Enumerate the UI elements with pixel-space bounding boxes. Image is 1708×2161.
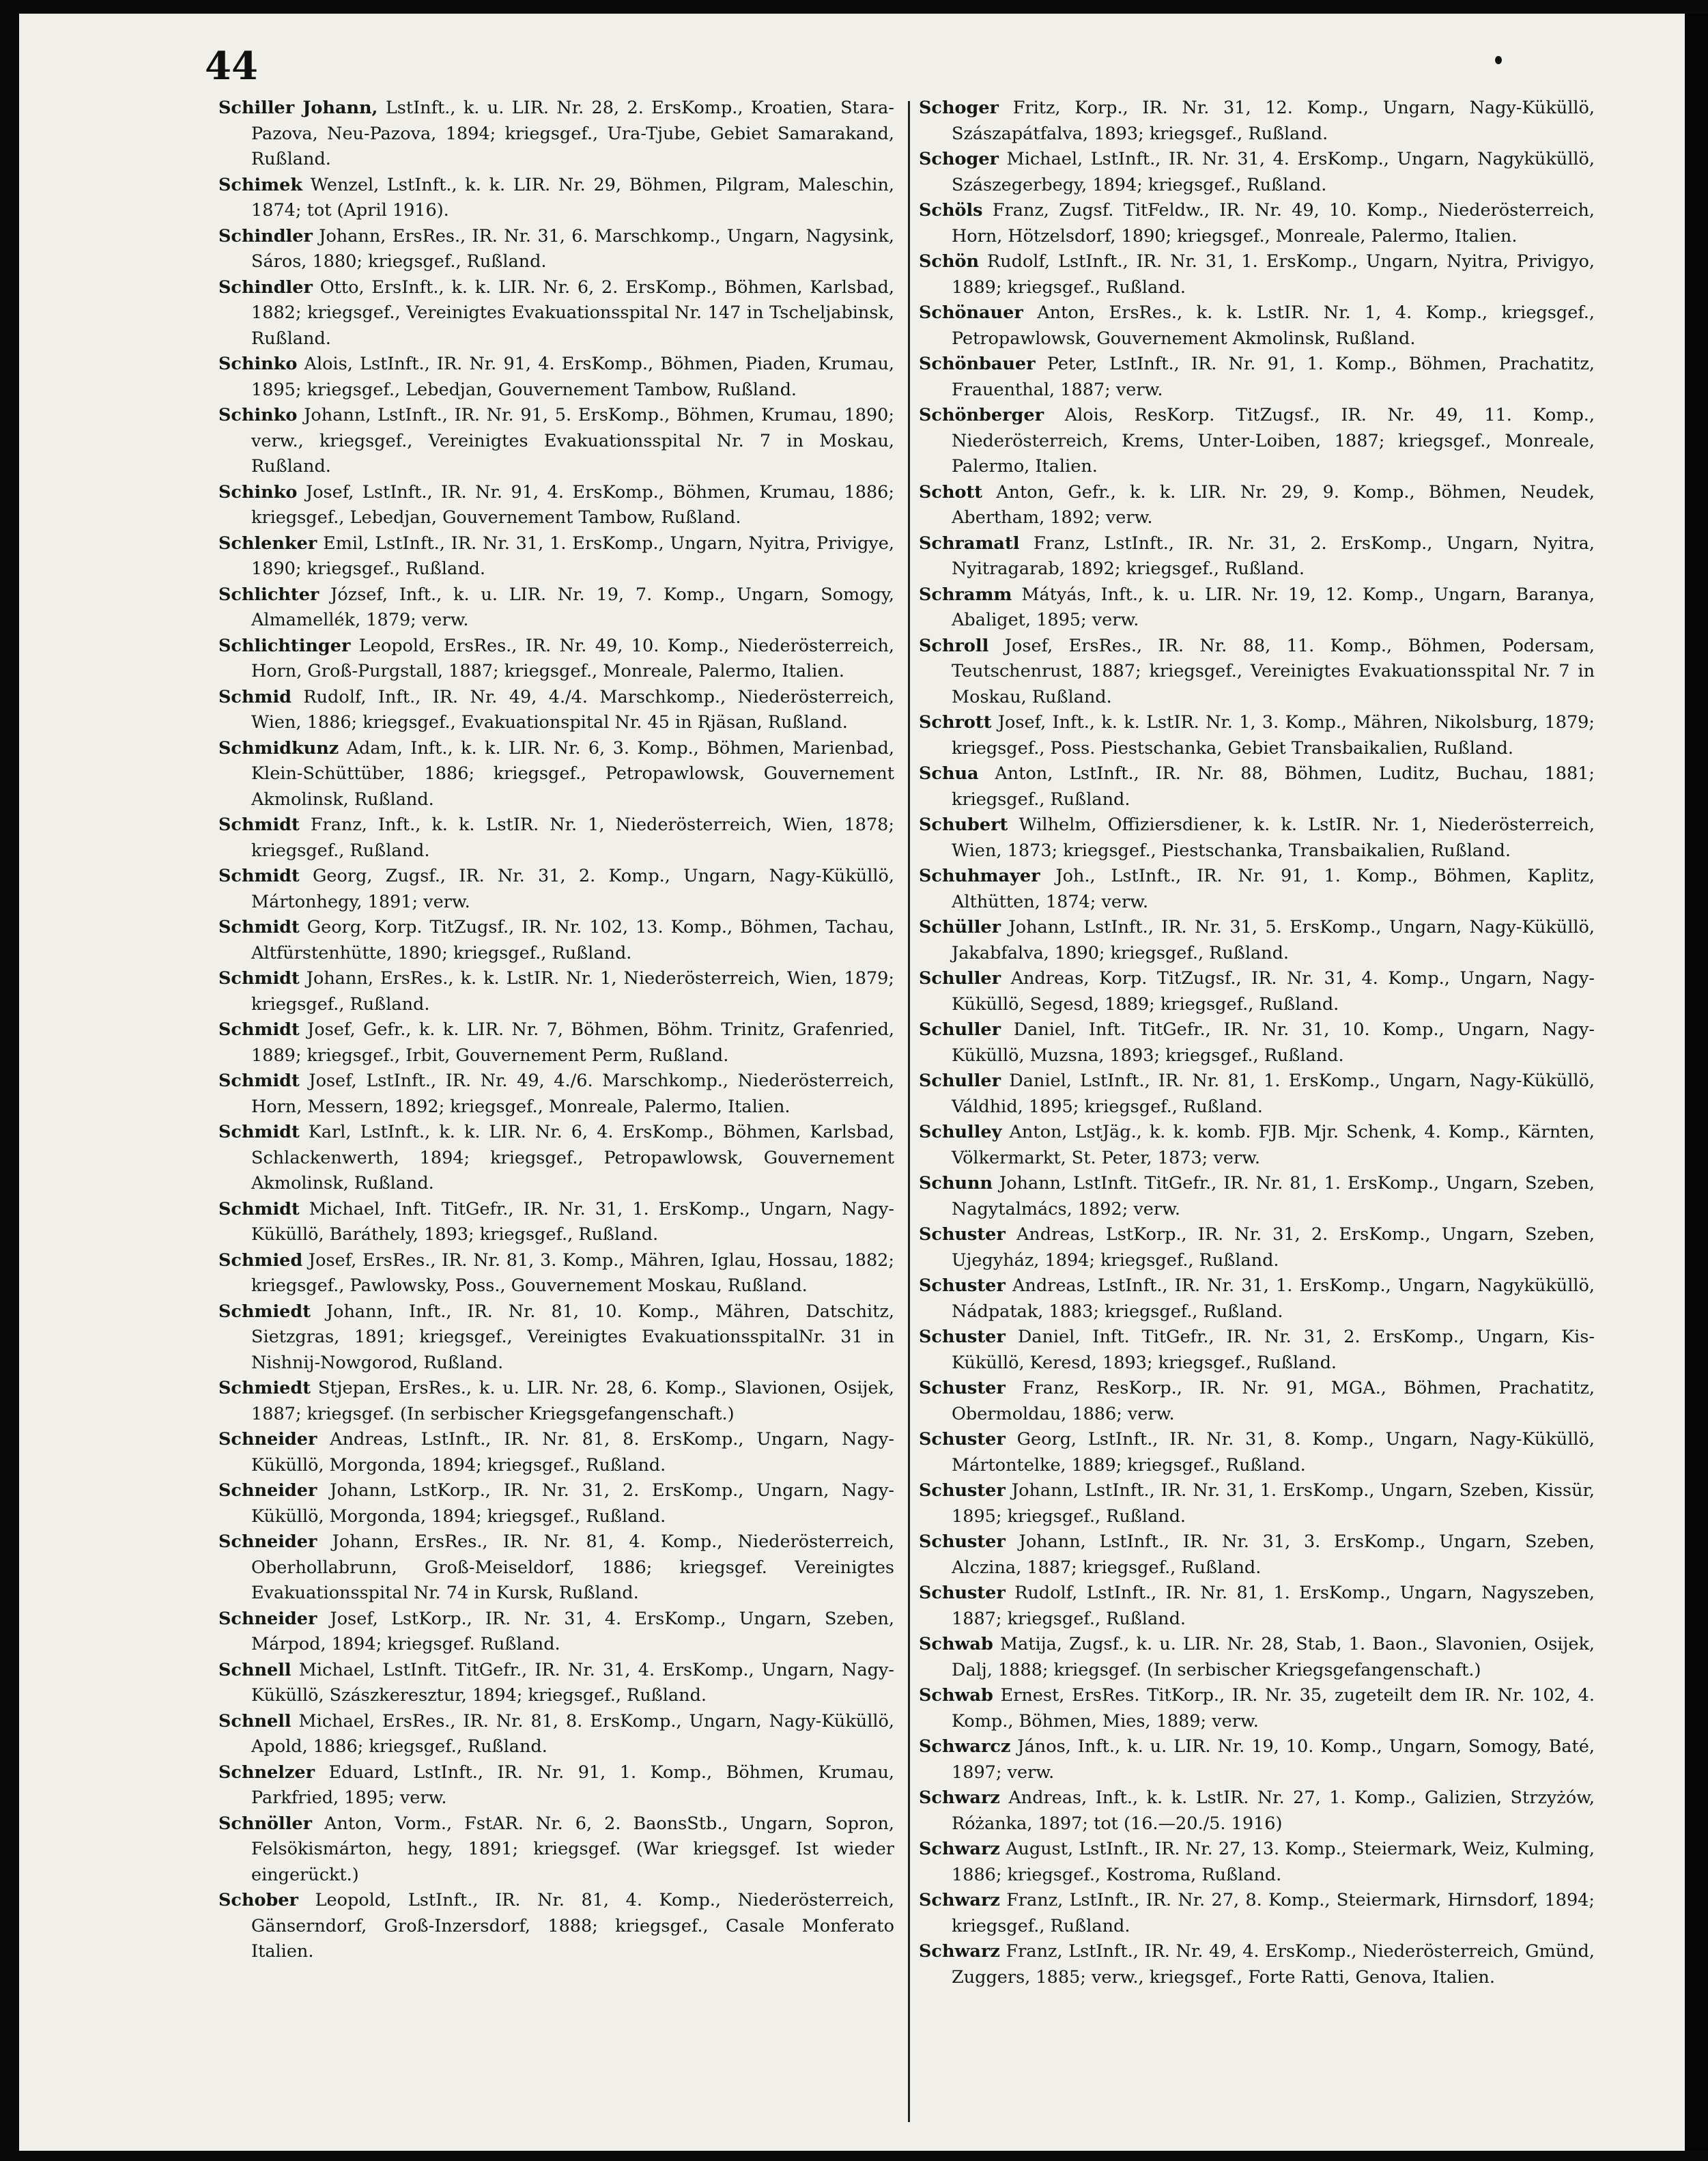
entry-name: Schuster — [919, 1378, 1006, 1398]
list-entry — [919, 1222, 1595, 1273]
list-entry — [919, 1325, 1595, 1376]
list-entry — [218, 1120, 894, 1197]
entry-details: Anton, LstJäg., k. k. komb. FJB. Mjr. Schenk, 4. Komp., Kärnten, Völkermarkt, St. Peter, 1873; verw. — [952, 1122, 1595, 1168]
entry-name: Schindler — [218, 225, 313, 246]
list-entry — [919, 813, 1595, 864]
entry-details: Josef, ErsRes., IR. Nr. 81, 3. Komp., Mähren, Iglau, Hossau, 1882; kriegsgef., Pawlowsky, Poss., Gouvernement Moskau, Rußland. — [251, 1249, 894, 1296]
entry-name: Schönauer — [919, 302, 1023, 323]
entry-details: Anton, Vorm., FstAR. Nr. 6, 2. BaonsStb., Ungarn, Sopron, Felsökismárton, hegy, 1891; kriegsgef. (War kriegsgef. Ist wieder eingerückt.) — [251, 1813, 894, 1885]
entry-details: Karl, LstInft., k. k. LIR. Nr. 6, 4. ErsKomp., Böhmen, Karlsbad, Schlackenwerth, 1894; kriegsgef., Petropawlowsk, Gouvernement Akmolinsk, Rußland. — [251, 1122, 894, 1194]
list-entry — [218, 1069, 894, 1120]
entry-details: Johann, ErsRes., IR. Nr. 31, 6. Marschkomp., Ungarn, Nagysink, Sáros, 1880; kriegsgef., Rußland. — [251, 225, 894, 272]
entry-name: Schmiedt — [218, 1301, 311, 1322]
entry-name: Schneider — [218, 1608, 317, 1629]
entry-name: Schuster — [919, 1327, 1006, 1347]
ink-dot — [1495, 56, 1502, 64]
list-entry — [218, 403, 894, 480]
entry-name: Schuster — [919, 1429, 1006, 1450]
list-entry — [919, 531, 1595, 582]
list-entry — [919, 1069, 1595, 1120]
entry-name: Schmidt — [218, 866, 300, 886]
list-entry — [919, 352, 1595, 403]
entry-name: Schmidt — [218, 917, 300, 937]
entry-name: Schmidkunz — [218, 737, 339, 759]
entry-details: LstInft., k. u. LIR. Nr. 28, 2. ErsKomp., Kroatien, Stara-Pazova, Neu-Pazova, 1894; kriegsgef., Ura-Tjube, Gebiet Samarakand, Rußland. — [251, 98, 894, 169]
entry-name: Schmidt — [218, 968, 300, 989]
entry-name: Schönbauer — [919, 354, 1036, 374]
entry-name: Schmiedt — [218, 1378, 311, 1398]
entry-name: Schnöller — [218, 1813, 313, 1834]
entry-details: Johann, Inft., IR. Nr. 81, 10. Komp., Mähren, Datschitz, Sietzgras, 1891; kriegsgef., Vereinigtes EvakuationsspitalNr. 31 in Nishnij-Nowgorod, Rußland. — [251, 1301, 894, 1373]
list-entry — [919, 198, 1595, 249]
entry-details: Michael, LstInft., IR. Nr. 31, 4. ErsKomp., Ungarn, Nagyküküllö, Szászegerbegy, 1894; kriegsgef., Rußland. — [952, 149, 1595, 195]
entry-details: Michael, Inft. TitGefr., IR. Nr. 31, 1. ErsKomp., Ungarn, Nagy-Küküllö, Baráthely, 1893; kriegsgef., Rußland. — [251, 1198, 894, 1245]
entry-name: Schinko — [218, 405, 298, 425]
list-entry — [919, 1734, 1595, 1785]
list-entry — [218, 864, 894, 915]
list-entry — [919, 1017, 1595, 1069]
entry-details: Franz, Inft., k. k. LstIR. Nr. 1, Niederösterreich, Wien, 1878; kriegsgef., Rußland. — [251, 815, 894, 861]
entry-details: Georg, LstInft., IR. Nr. 31, 8. Komp., Ungarn, Nagy-Küküllö, Mártontelke, 1889; kriegsgef., Rußland. — [952, 1429, 1595, 1475]
entry-details: Johann, LstInft., IR. Nr. 31, 3. ErsKomp., Ungarn, Szeben, Alczina, 1887; kriegsgef., Rußland. — [952, 1531, 1595, 1578]
entry-name: Schott — [919, 481, 983, 503]
entry-name: Schnell — [218, 1659, 291, 1680]
entry-details: Johann, LstInft. TitGefr., IR. Nr. 81, 1. ErsKomp., Ungarn, Szeben, Nagytalmács, 1892; verw. — [952, 1173, 1595, 1219]
entry-details: Mátyás, Inft., k. u. LIR. Nr. 19, 12. Komp., Ungarn, Baranya, Abaliget, 1895; verw. — [952, 584, 1595, 630]
entry-details: Franz, LstInft., IR. Nr. 31, 2. ErsKomp., Ungarn, Nyitra, Nyitragarab, 1892; kriegsgef., Rußland. — [952, 533, 1595, 579]
entry-name: Schuster — [919, 1224, 1006, 1245]
entry-details: Stjepan, ErsRes., k. u. LIR. Nr. 28, 6. Komp., Slavionen, Osijek, 1887; kriegsgef. (In serbischer Kriegsgefangenschaft.) — [251, 1378, 894, 1424]
entry-name: Schwarz — [919, 1890, 1000, 1910]
list-entry — [218, 1888, 894, 1965]
list-entry — [218, 915, 894, 966]
list-entry — [919, 634, 1595, 711]
entry-details: Otto, ErsInft., k. k. LIR. Nr. 6, 2. ErsKomp., Böhmen, Karlsbad, 1882; kriegsgef., Vereinigtes Evakuationsspital Nr. 147 in Tscheljabinsk, Rußland. — [251, 277, 894, 349]
entry-details: Rudolf, LstInft., IR. Nr. 31, 1. ErsKomp., Ungarn, Nyitra, Privigyo, 1889; kriegsgef., Rußland. — [952, 251, 1595, 298]
entry-name: Schmid — [218, 686, 291, 707]
entry-name: Schwarz — [919, 1788, 1000, 1808]
entry-name: Schwarcz — [919, 1736, 1011, 1757]
list-entry — [218, 582, 894, 634]
entry-name: Schinko — [218, 354, 298, 374]
list-entry — [218, 480, 894, 531]
list-entry — [919, 1581, 1595, 1632]
entry-details: Johann, LstInft., IR. Nr. 31, 1. ErsKomp., Ungarn, Szeben, Kissür, 1895; kriegsgef., Rußland. — [952, 1480, 1595, 1527]
entry-name: Schuster — [919, 1480, 1006, 1501]
entry-details: Johann, ErsRes., k. k. LstIR. Nr. 1, Niederösterreich, Wien, 1879; kriegsgef., Rußland. — [251, 968, 894, 1015]
entry-details: Andreas, Inft., k. k. LstIR. Nr. 27, 1. Komp., Galizien, Strzyżów, Różanka, 1897; tot (16.—20./5. 1916) — [952, 1788, 1595, 1834]
entry-details: Andreas, Korp. TitZugsf., IR. Nr. 31, 4. Komp., Ungarn, Nagy-Küküllö, Segesd, 1889; kriegsgef., Rußland. — [952, 968, 1595, 1015]
entry-name: Schlichtinger — [218, 635, 351, 656]
list-entry — [218, 1478, 894, 1529]
entry-name: Schinko — [218, 481, 298, 503]
list-entry — [919, 1120, 1595, 1171]
entry-name: Schön — [919, 251, 980, 272]
entry-name: Schmidt — [218, 1071, 300, 1091]
list-entry — [218, 966, 894, 1017]
entry-details: Anton, ErsRes., k. k. LstIR. Nr. 1, 4. Komp., kriegsgef., Petropawlowsk, Gouvernement Akmolinsk, Rußland. — [952, 302, 1595, 349]
entry-name: Schrott — [919, 712, 992, 733]
right-column — [919, 96, 1595, 2130]
entry-details: Andreas, LstKorp., IR. Nr. 31, 2. ErsKomp., Ungarn, Szeben, Ujegyház, 1894; kriegsgef., Rußland. — [952, 1224, 1595, 1271]
entry-details: János, Inft., k. u. LIR. Nr. 19, 10. Komp., Ungarn, Somogy, Baté, 1897; verw. — [952, 1736, 1595, 1783]
entry-name: Schuller — [919, 968, 1001, 989]
list-entry — [919, 915, 1595, 966]
list-entry — [919, 96, 1595, 147]
list-entry — [218, 1427, 894, 1478]
list-entry — [218, 1248, 894, 1299]
entry-name: Schroll — [919, 635, 989, 656]
entry-details: Franz, Zugsf. TitFeldw., IR. Nr. 49, 10. Komp., Niederösterreich, Horn, Hötzelsdorf, 1890; kriegsgef., Monreale, Palermo, Italien. — [952, 200, 1595, 246]
entry-details: Michael, ErsRes., IR. Nr. 81, 8. ErsKomp., Ungarn, Nagy-Küküllö, Apold, 1886; kriegsgef., Rußland. — [251, 1710, 894, 1757]
list-entry — [919, 1529, 1595, 1581]
entry-name: Schneider — [218, 1531, 317, 1552]
list-entry — [919, 1632, 1595, 1683]
entry-name: Schöls — [919, 200, 983, 221]
entry-details: József, Inft., k. u. LIR. Nr. 19, 7. Komp., Ungarn, Somogy, Almamellék, 1879; verw. — [251, 584, 894, 630]
entry-name: Schuller — [919, 1071, 1001, 1091]
entry-name: Schlichter — [218, 584, 319, 605]
entry-details: Anton, LstInft., IR. Nr. 88, Böhmen, Luditz, Buchau, 1881; kriegsgef., Rußland. — [952, 763, 1595, 810]
entry-name: Schunn — [919, 1173, 993, 1194]
entry-details: Anton, Gefr., k. k. LIR. Nr. 29, 9. Komp., Böhmen, Neudek, Abertham, 1892; verw. — [952, 481, 1595, 528]
entry-name: Schüller — [919, 917, 1001, 937]
entry-details: Georg, Korp. TitZugsf., IR. Nr. 102, 13. Komp., Böhmen, Tachau, Altfürstenhütte, 1890; kriegsgef., Rußland. — [251, 917, 894, 963]
list-entry — [919, 147, 1595, 198]
entry-name: Schuster — [919, 1531, 1006, 1552]
entry-details: Alois, LstInft., IR. Nr. 91, 4. ErsKomp., Böhmen, Piaden, Krumau, 1895; kriegsgef., Lebedjan, Gouvernement Tambow, Rußland. — [251, 354, 894, 400]
entry-name: Schuster — [919, 1583, 1006, 1603]
entry-details: Joh., LstInft., IR. Nr. 91, 1. Komp., Böhmen, Kaplitz, Althütten, 1874; verw. — [952, 866, 1595, 912]
entry-name: Schnelzer — [218, 1762, 315, 1783]
list-entry — [218, 224, 894, 275]
entry-details: Alois, ResKorp. TitZugsf., IR. Nr. 49, 11. Komp., Niederösterreich, Krems, Unter-Loiben, 1887; kriegsgef., Monreale, Palermo, Italien. — [952, 405, 1595, 477]
entry-details: Andreas, LstInft., IR. Nr. 81, 8. ErsKomp., Ungarn, Nagy-Küküllö, Morgonda, 1894; kriegsgef., Rußland. — [251, 1429, 894, 1475]
entry-details: Eduard, LstInft., IR. Nr. 91, 1. Komp., Böhmen, Krumau, Parkfried, 1895; verw. — [251, 1762, 894, 1808]
entry-name: Schmidt — [218, 1198, 300, 1219]
entry-name: Schubert — [919, 815, 1008, 835]
list-entry — [218, 173, 894, 224]
entry-details: Franz, ResKorp., IR. Nr. 91, MGA., Böhmen, Prachatitz, Obermoldau, 1886; verw. — [952, 1378, 1595, 1424]
entry-name: Schimek — [218, 174, 303, 195]
entry-details: Franz, LstInft., IR. Nr. 49, 4. ErsKomp., Niederösterreich, Gmünd, Zuggers, 1885; verw., kriegsgef., Forte Ratti, Genova, Italien. — [952, 1941, 1595, 1988]
list-entry — [218, 96, 894, 173]
entry-details: Rudolf, Inft., IR. Nr. 49, 4./4. Marschkomp., Niederösterreich, Wien, 1886; kriegsgef., Evakuationspital Nr. 45 in Rjäsan, Rußland. — [251, 686, 894, 733]
list-entry — [218, 1017, 894, 1069]
entry-details: Ernest, ErsRes. TitKorp., IR. Nr. 35, zugeteilt dem IR. Nr. 102, 4. Komp., Böhmen, Mies, 1889; verw. — [952, 1685, 1595, 1732]
entry-name: Schneider — [218, 1429, 317, 1450]
entry-name: Schmidt — [218, 1019, 300, 1040]
entry-details: Daniel, LstInft., IR. Nr. 81, 1. ErsKomp., Ungarn, Nagy-Küküllö, Váldhid, 1895; kriegsgef., Rußland. — [952, 1071, 1595, 1117]
entry-details: Josef, LstInft., IR. Nr. 91, 4. ErsKomp., Böhmen, Krumau, 1886; kriegsgef., Lebedjan, Gouvernement Tambow, Rußland. — [251, 481, 894, 528]
list-entry — [218, 1760, 894, 1811]
entry-name: Schramatl — [919, 533, 1020, 554]
columns — [205, 96, 1611, 2130]
entry-details: Josef, LstInft., IR. Nr. 49, 4./6. Marschkomp., Niederösterreich, Horn, Messern, 1892; kriegsgef., Monreale, Palermo, Italien. — [251, 1071, 894, 1117]
entry-details: Leopold, LstInft., IR. Nr. 81, 4. Komp., Niederösterreich, Gänserndorf, Groß-Inzersdorf, 1888; kriegsgef., Casale Monferato Italien. — [251, 1890, 894, 1962]
page-header — [205, 44, 1502, 89]
entry-details: Daniel, Inft. TitGefr., IR. Nr. 31, 2. ErsKomp., Ungarn, Kis-Küküllö, Keresd, 1893; kriegsgef., Rußland. — [952, 1327, 1595, 1373]
entry-details: Josef, ErsRes., IR. Nr. 88, 11. Komp., Böhmen, Podersam, Teutschenrust, 1887; kriegsgef., Vereinigtes Evakuationsspital Nr. 7 in Moskau, Rußland. — [952, 635, 1595, 707]
entry-name: Schiller Johann, — [218, 98, 378, 118]
list-entry — [919, 1683, 1595, 1734]
list-entry — [218, 1607, 894, 1658]
entry-name: Schuster — [919, 1275, 1006, 1296]
column-divider — [908, 101, 910, 2122]
list-entry — [919, 1939, 1595, 1990]
list-entry — [919, 864, 1595, 915]
list-entry — [919, 1376, 1595, 1427]
entry-name: Schoger — [919, 149, 999, 169]
entry-name: Schnell — [218, 1710, 291, 1732]
list-entry — [218, 352, 894, 403]
entry-name: Schoger — [919, 98, 999, 118]
list-entry — [218, 813, 894, 864]
entry-details: Johann, LstKorp., IR. Nr. 31, 2. ErsKomp., Ungarn, Nagy-Küküllö, Morgonda, 1894; kriegsgef., Rußland. — [251, 1480, 894, 1527]
scan-edge — [1685, 14, 1708, 2151]
entry-details: August, LstInft., IR. Nr. 27, 13. Komp., Steiermark, Weiz, Kulming, 1886; kriegsgef., Kostroma, Rußland. — [952, 1839, 1595, 1885]
list-entry — [218, 1299, 894, 1376]
list-entry — [218, 685, 894, 736]
entry-details: Georg, Zugsf., IR. Nr. 31, 2. Komp., Ungarn, Nagy-Küküllö, Mártonhegy, 1891; verw. — [251, 866, 894, 912]
entry-details: Daniel, Inft. TitGefr., IR. Nr. 31, 10. Komp., Ungarn, Nagy-Küküllö, Muzsna, 1893; kriegsgef., Rußland. — [952, 1019, 1595, 1066]
list-entry — [919, 1785, 1595, 1837]
entry-name: Schwarz — [919, 1941, 1000, 1962]
list-entry — [218, 275, 894, 352]
entry-details: Franz, LstInft., IR. Nr. 27, 8. Komp., Steiermark, Hirnsdorf, 1894; kriegsgef., Rußland. — [952, 1890, 1595, 1936]
entry-details: Andreas, LstInft., IR. Nr. 31, 1. ErsKomp., Ungarn, Nagyküküllö, Nádpatak, 1883; kriegsgef., Rußland. — [952, 1275, 1595, 1322]
list-entry — [919, 1427, 1595, 1478]
entry-details: Matija, Zugsf., k. u. LIR. Nr. 28, Stab, 1. Baon., Slavonien, Osijek, Dalj, 1888; kriegsgef. (In serbischer Kriegsgefangenschaft.) — [952, 1634, 1595, 1680]
entry-name: Schwarz — [919, 1839, 1000, 1859]
list-entry — [919, 710, 1595, 761]
entry-details: Wilhelm, Offiziersdiener, k. k. LstIR. Nr. 1, Niederösterreich, Wien, 1873; kriegsgef., Piestschanka, Transbaikalien, Rußland. — [952, 815, 1595, 861]
entry-name: Schmidt — [218, 1122, 300, 1142]
entry-name: Schwab — [919, 1634, 993, 1654]
entry-name: Schuller — [919, 1019, 1001, 1040]
entry-name: Schmidt — [218, 815, 300, 835]
entry-details: Johann, LstInft., IR. Nr. 91, 5. ErsKomp., Böhmen, Krumau, 1890; verw., kriegsgef., Vereinigtes Evakuationsspital Nr. 7 in Moskau, Rußland. — [251, 405, 894, 477]
list-entry — [919, 1478, 1595, 1529]
list-entry — [919, 249, 1595, 300]
entry-details: Johann, ErsRes., IR. Nr. 81, 4. Komp., Niederösterreich, Oberhollabrunn, Groß-Meiseldorf, 1886; kriegsgef. Vereinigtes Evakuationsspital Nr. 74 in Kursk, Rußland. — [251, 1531, 894, 1603]
list-entry — [919, 480, 1595, 531]
entry-name: Schneider — [218, 1480, 317, 1501]
list-entry — [218, 1811, 894, 1889]
entry-name: Schlenker — [218, 533, 317, 554]
list-entry — [218, 1376, 894, 1427]
entry-name: Schönberger — [919, 405, 1044, 425]
entry-name: Schober — [218, 1890, 298, 1910]
list-entry — [218, 1529, 894, 1607]
entry-details: Fritz, Korp., IR. Nr. 31, 12. Komp., Ungarn, Nagy-Küküllö, Szászapátfalva, 1893; kriegsgef., Rußland. — [952, 98, 1595, 144]
list-entry — [919, 1273, 1595, 1325]
entry-details: Emil, LstInft., IR. Nr. 31, 1. ErsKomp., Ungarn, Nyitra, Privigye, 1890; kriegsgef., Rußland. — [251, 533, 894, 579]
entry-name: Schuhmayer — [919, 866, 1040, 886]
list-entry — [218, 634, 894, 685]
entry-details: Josef, LstKorp., IR. Nr. 31, 4. ErsKomp., Ungarn, Szeben, Márpod, 1894; kriegsgef. Rußland. — [251, 1608, 894, 1654]
entry-name: Schmied — [218, 1249, 303, 1271]
list-entry — [919, 761, 1595, 813]
entry-details: Adam, Inft., k. k. LIR. Nr. 6, 3. Komp., Böhmen, Marienbad, Klein-Schüttüber, 1886; kriegsgef., Petropawlowsk, Gouvernement Akmolinsk, Rußland. — [251, 737, 894, 810]
entry-details: Johann, LstInft., IR. Nr. 31, 5. ErsKomp., Ungarn, Nagy-Küküllö, Jakabfalva, 1890; kriegsgef., Rußland. — [952, 917, 1595, 963]
entry-details: Rudolf, LstInft., IR. Nr. 81, 1. ErsKomp., Ungarn, Nagyszeben, 1887; kriegsgef., Rußland. — [952, 1583, 1595, 1629]
entry-details: Wenzel, LstInft., k. k. LIR. Nr. 29, Böhmen, Pilgram, Maleschin, 1874; tot (April 1916). — [251, 174, 894, 221]
entry-name: Schramm — [919, 584, 1012, 605]
list-entry — [218, 1197, 894, 1248]
list-entry — [218, 1709, 894, 1760]
list-entry — [919, 1171, 1595, 1222]
list-entry — [919, 582, 1595, 634]
list-entry — [919, 1888, 1595, 1939]
entry-name: Schua — [919, 763, 979, 784]
entry-details: Michael, LstInft. TitGefr., IR. Nr. 31, 4. ErsKomp., Ungarn, Nagy-Küküllö, Szászkeresztur, 1894; kriegsgef., Rußland. — [251, 1659, 894, 1706]
entry-name: Schindler — [218, 277, 313, 298]
entry-details: Josef, Inft., k. k. LstIR. Nr. 1, 3. Komp., Mähren, Nikolsburg, 1879; kriegsgef., Poss. Piestschanka, Gebiet Transbaikalien, Rußland. — [952, 712, 1595, 759]
entry-name: Schwab — [919, 1685, 993, 1706]
entry-details: Josef, Gefr., k. k. LIR. Nr. 7, Böhmen, Böhm. Trinitz, Grafenried, 1889; kriegsgef., Irbit, Gouvernement Perm, Rußland. — [251, 1019, 894, 1066]
page-number: 44 — [205, 44, 258, 89]
entry-name: Schulley — [919, 1122, 1002, 1142]
entry-details: Peter, LstInft., IR. Nr. 91, 1. Komp., Böhmen, Prachatitz, Frauenthal, 1887; verw. — [952, 354, 1595, 400]
list-entry — [919, 966, 1595, 1017]
list-entry — [218, 531, 894, 582]
list-entry — [218, 1658, 894, 1709]
list-entry — [919, 1837, 1595, 1888]
list-entry — [218, 736, 894, 813]
left-column — [218, 96, 894, 2130]
entry-details: Leopold, ErsRes., IR. Nr. 49, 10. Komp., Niederösterreich, Horn, Groß-Purgstall, 1887; kriegsgef., Monreale, Palermo, Italien. — [251, 635, 894, 681]
list-entry — [919, 300, 1595, 352]
list-entry — [919, 403, 1595, 480]
